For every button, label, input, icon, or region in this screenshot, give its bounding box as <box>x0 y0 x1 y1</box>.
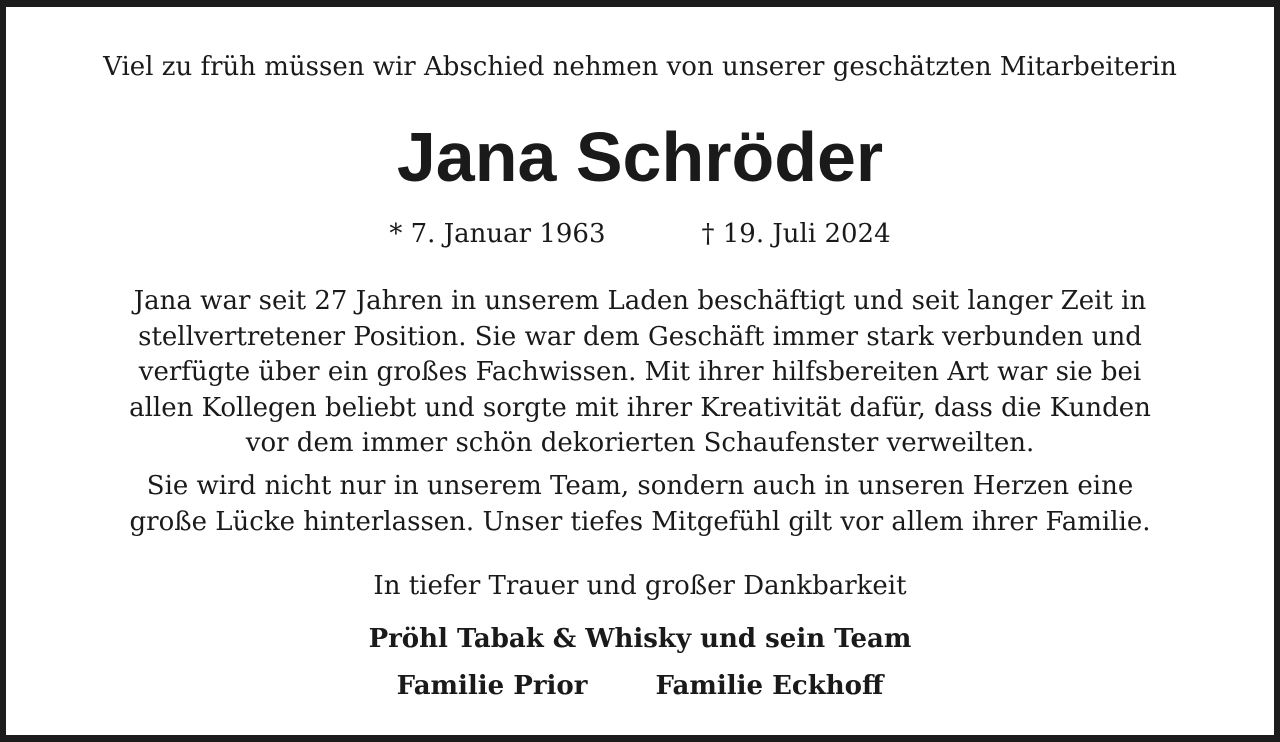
paragraph-line: stellvertretener Position. Sie war dem Geschäft immer stark verbunden und <box>138 321 1142 352</box>
signature-families <box>6 669 1274 703</box>
paragraph-line: verfügte über ein großes Fachwissen. Mit ihrer hilfsbereiten Art war sie bei <box>138 357 1142 387</box>
intro-text: Viel zu früh müssen wir Abschied nehmen von unserer geschätzten Mitarbeiterin <box>103 52 1177 82</box>
birth-date: * 7. Januar 1963 <box>389 219 606 249</box>
death-date: † 19. Juli 2024 <box>701 219 891 249</box>
signature-family-eckhoff: Familie Eckhoff <box>655 671 884 701</box>
paragraph-line: Jana war seit 27 Jahren in unserem Laden beschäftigt und seit langer Zeit in <box>133 286 1147 316</box>
tribute-paragraph-2 <box>6 469 1274 540</box>
paragraph-line: vor dem immer schön dekorierten Schaufenster verweilten. <box>245 428 1035 458</box>
paragraph-line: Sie wird nicht nur in unserem Team, sondern auch in unseren Herzen eine <box>146 471 1134 501</box>
paragraph-line: allen Kollegen beliebt und sorgte mit ihrer Kreativität dafür, dass die Kunden <box>129 392 1151 423</box>
signature-family-prior: Familie Prior <box>396 671 588 701</box>
signature-company: Pröhl Tabak & Whisky und sein Team <box>368 624 912 654</box>
closing-text: In tiefer Trauer und großer Dankbarkeit <box>373 571 907 601</box>
tribute-paragraph-1 <box>6 284 1274 462</box>
deceased-name: Jana Schröder <box>396 118 884 196</box>
paragraph-line: große Lücke hinterlassen. Unser tiefes Mitgefühl gilt vor allem ihrer Familie. <box>129 506 1151 537</box>
life-dates <box>6 217 1274 251</box>
